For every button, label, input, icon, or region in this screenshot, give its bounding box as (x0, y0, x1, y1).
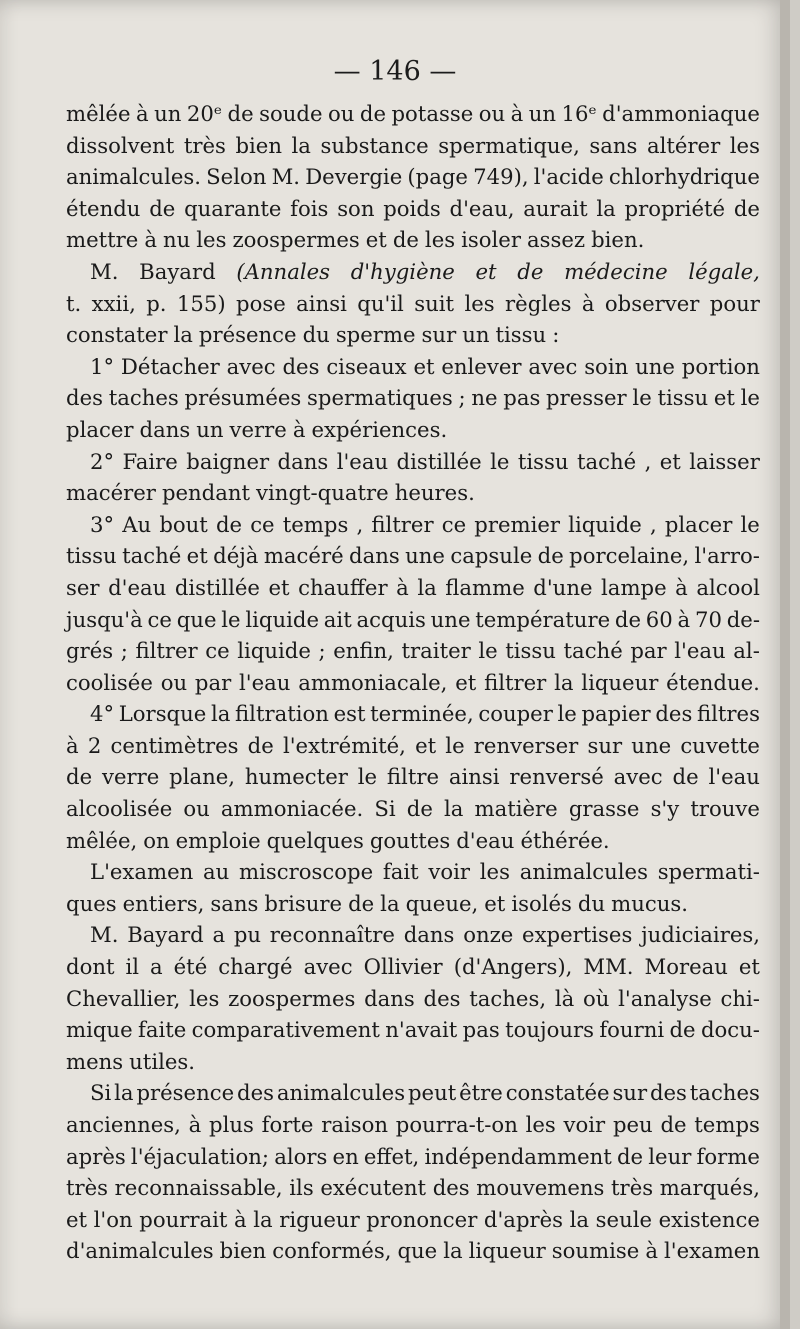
text-line: alcoolisée ou ammoniacée. Si de la matière grasse s'y trouve (66, 796, 760, 822)
text-line: t. xxii, p. 155) pose ainsi qu'il suit les règles à observer pour (66, 290, 760, 316)
text-line: coolisée ou par l'eau ammoniacale, et filtrer la liqueur étendue. (66, 669, 760, 695)
text-line: 2° Faire baigner dans l'eau distillée le tissu taché , et laisser (90, 448, 760, 474)
body-text (66, 98, 760, 1267)
text-line: M. Bayard (Annales d'hygiène et de médecine légale, (90, 258, 760, 284)
text-line: dissolvent très bien la substance spermatique, sans altérer les (66, 132, 760, 158)
text-line: animalcules. Selon M. Devergie (page 749), l'acide chlorhydrique (66, 164, 760, 190)
text-line: étendu de quarante fois son poids d'eau, aurait la propriété de (66, 195, 760, 221)
text-line: M. Bayard a pu reconnaître dans onze expertises judiciaires, (90, 922, 760, 948)
text-line: des taches présumées spermatiques ; ne pas presser le tissu et le (66, 385, 760, 411)
text-line: constater la présence du sperme sur un tissu : (66, 322, 560, 348)
text-line: mique faite comparativement n'avait pas toujours fourni de docu- (66, 1017, 760, 1043)
text-line: et l'on pourrait à la rigueur prononcer d'après la seule existence (66, 1206, 760, 1232)
text-line: L'examen au miscroscope fait voir les animalcules spermati- (90, 859, 760, 885)
text-line: très reconnaissable, ils exécutent des mouvemens très marqués, (66, 1175, 760, 1201)
text-line: Si la présence des animalcules peut être constatée sur des taches (90, 1080, 760, 1106)
text-line: mettre à nu les zoospermes et de les isoler assez bien. (66, 227, 645, 253)
text-line: jusqu'à ce que le liquide ait acquis une température de 60 à 70 de- (66, 606, 760, 632)
text-line: après l'éjaculation; alors en effet, indépendamment de leur forme (66, 1143, 760, 1169)
text-line: grés ; filtrer ce liquide ; enfin, traiter le tissu taché par l'eau al- (66, 638, 760, 664)
text-line: ser d'eau distillée et chauffer à la flamme d'une lampe à alcool (66, 574, 760, 600)
page-edge (780, 0, 790, 1329)
text-line: mens utiles. (66, 1048, 196, 1074)
text-line: mêlée à un 20ᵉ de soude ou de potasse ou à un 16ᵉ d'ammoniaque (66, 101, 760, 126)
text-line: 4° Lorsque la filtration est terminée, couper le papier des filtres (90, 701, 760, 727)
text-line: macérer pendant vingt-quatre heures. (66, 480, 475, 506)
text-line: mêlée, on emploie quelques gouttes d'eau éthérée. (66, 827, 610, 853)
text-line: placer dans un verre à expériences. (66, 416, 448, 442)
text-line: ques entiers, sans brisure de la queue, et isolés du mucus. (66, 890, 688, 916)
text-line: d'animalcules bien conformés, que la liqueur soumise à l'examen (66, 1238, 760, 1264)
page-number: — 146 — (333, 56, 457, 87)
text-line: 3° Au bout de ce temps , filtrer ce premier liquide , placer le (90, 511, 760, 537)
text-line: 1° Détacher avec des ciseaux et enlever avec soin une portion (90, 353, 760, 379)
text-line: dont il a été chargé avec Ollivier (d'Angers), MM. Moreau et (66, 954, 760, 980)
text-line: anciennes, à plus forte raison pourra-t-on les voir peu de temps (66, 1112, 760, 1137)
text-line: de verre plane, humecter le filtre ainsi renversé avec de l'eau (66, 764, 760, 790)
text-line: tissu taché et déjà macéré dans une capsule de porcelaine, l'arro- (66, 543, 760, 569)
text-line: à 2 centimètres de l'extrémité, et le renverser sur une cuvette (66, 732, 760, 758)
text-line: Chevallier, les zoospermes dans des taches, là où l'analyse chi- (66, 985, 760, 1011)
